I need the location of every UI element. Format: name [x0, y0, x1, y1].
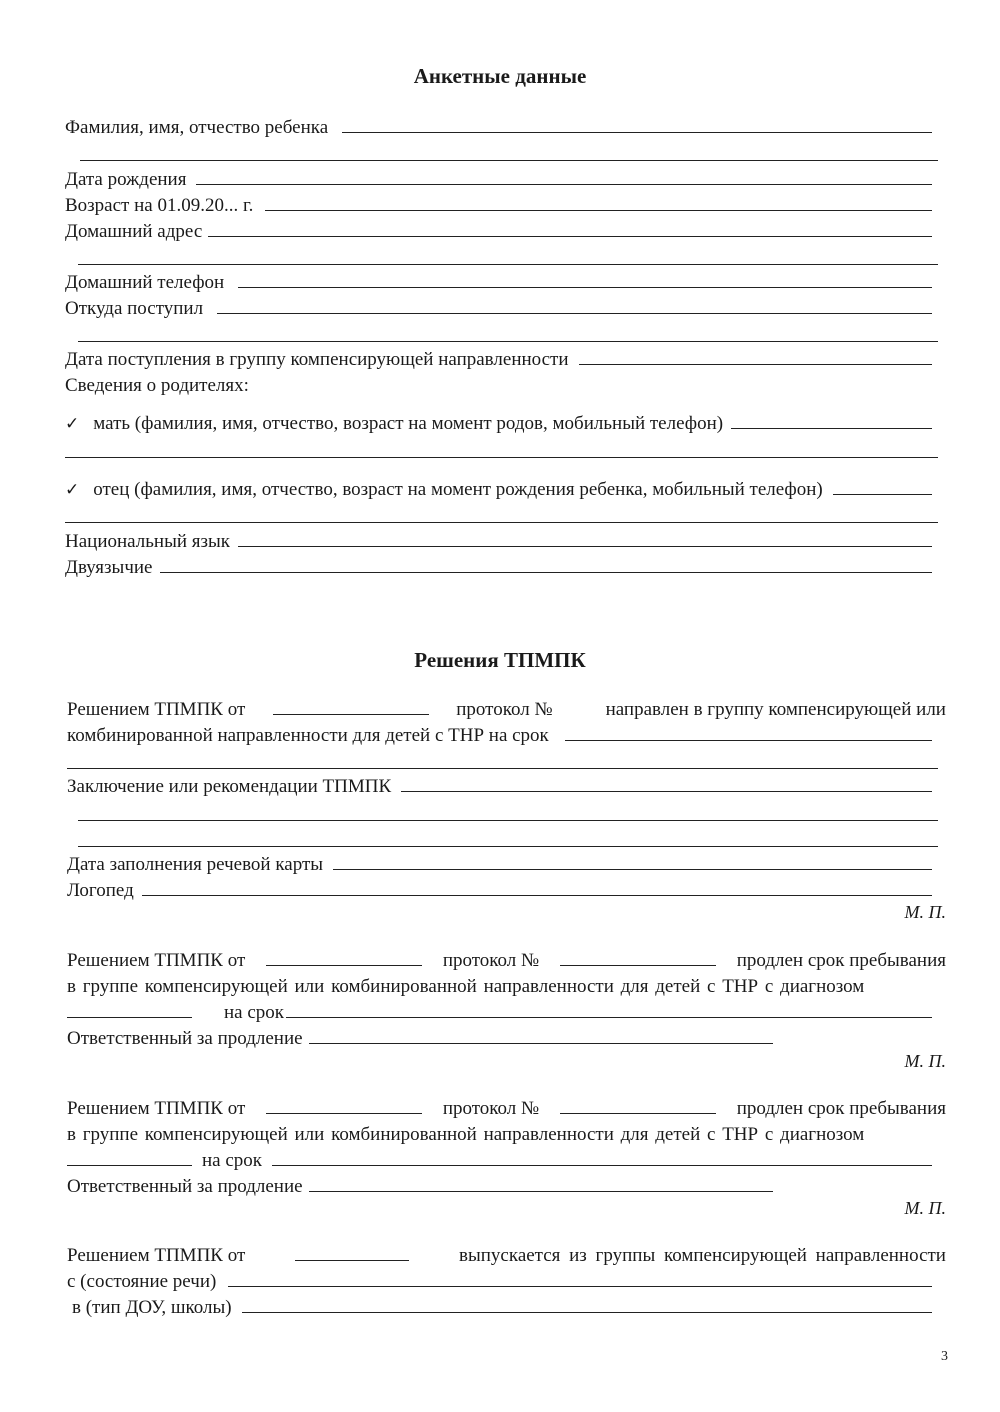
section-title-tpmpk-decisions: Решения ТПМПК	[414, 648, 586, 672]
input-line-decision-4-date[interactable]	[295, 1260, 409, 1261]
decision-2-line-1	[67, 951, 946, 970]
field-father	[65, 480, 938, 499]
input-line-card-fill-date[interactable]	[333, 869, 932, 870]
decision-2-line-4	[67, 1029, 779, 1048]
input-line-institution[interactable]	[242, 1312, 932, 1313]
input-line-speech-state[interactable]	[228, 1286, 932, 1287]
label-for-term: на срок	[224, 1002, 285, 1023]
input-line-home-phone[interactable]	[238, 287, 932, 288]
checkmark-icon: ✓	[65, 480, 80, 500]
input-line-decision-3-protocol[interactable]	[560, 1113, 716, 1114]
input-line-home-address[interactable]	[208, 236, 932, 237]
input-line-home-address-continued[interactable]	[78, 264, 938, 265]
input-line-speech-therapist[interactable]	[142, 895, 932, 896]
label-protocol-no: протокол №	[442, 950, 540, 971]
label-conclusion: Заключение или рекомендации ТПМПК	[67, 776, 392, 797]
input-line-decision-1-term[interactable]	[565, 740, 932, 741]
input-line-mother[interactable]	[731, 428, 932, 429]
input-line-conclusion[interactable]	[401, 791, 932, 792]
input-line-decision-3-diagnosis[interactable]	[67, 1165, 192, 1166]
input-line-conclusion-continued-1[interactable]	[78, 820, 938, 821]
field-home-phone	[65, 273, 938, 292]
label-speech-therapist: Логопед	[67, 880, 134, 901]
input-line-admission-date[interactable]	[579, 364, 932, 365]
label-admission-date: Дата поступления в группу компенсирующей направленности	[65, 349, 569, 370]
label-to-institution: в (тип ДОУ, школы)	[72, 1297, 232, 1318]
input-line-conclusion-continued-2[interactable]	[78, 846, 938, 847]
field-institution	[72, 1298, 938, 1317]
input-line-bilingualism[interactable]	[160, 572, 932, 573]
label-for-term: на срок	[202, 1150, 263, 1171]
input-line-father-continued[interactable]	[65, 522, 938, 523]
label-child-name: Фамилия, имя, отчество ребенка	[65, 117, 329, 138]
field-mother	[65, 414, 938, 433]
field-speech-therapist	[67, 881, 938, 900]
label-decision-from: Решением ТПМПК от	[67, 1098, 246, 1119]
field-national-language	[65, 532, 938, 551]
input-line-came-from-continued[interactable]	[78, 341, 938, 342]
label-bilingualism: Двуязычие	[65, 557, 153, 578]
decision-3-line-1	[67, 1099, 946, 1118]
stamp-place: М. П.	[904, 1198, 946, 1218]
label-birth-date: Дата рождения	[65, 169, 187, 190]
input-line-decision-3-responsible[interactable]	[309, 1191, 773, 1192]
field-admission-date	[65, 350, 938, 369]
page-number: 3	[941, 1349, 948, 1364]
input-line-decision-2-responsible[interactable]	[309, 1043, 773, 1044]
field-home-address	[65, 222, 938, 241]
label-responsible: Ответственный за продление	[67, 1028, 303, 1049]
field-bilingualism	[65, 558, 938, 577]
stamp-place: М. П.	[904, 1051, 946, 1071]
input-line-decision-2-date[interactable]	[266, 965, 422, 966]
label-with-speech-state: с (состояние речи)	[67, 1271, 217, 1292]
label-mother: мать (фамилия, имя, отчество, возраст на момент родов, мобильный телефон)	[93, 413, 724, 434]
label-protocol-no: протокол №	[456, 699, 553, 720]
decision-1-line-2	[67, 726, 938, 745]
decision-3-line-3	[67, 1151, 938, 1170]
label-decision-from: Решением ТПМПК от	[67, 1245, 246, 1266]
decision-1-line-1	[67, 700, 946, 719]
field-card-fill-date	[67, 855, 938, 874]
label-extended-stay: продлен срок пребывания	[736, 950, 946, 971]
input-line-decision-3-term[interactable]	[272, 1165, 932, 1166]
label-group-with-diagnosis: в группе компенсирующей или комбинированной направленности для детей с ТНР с диагнозом	[67, 1124, 865, 1145]
input-line-decision-2-term[interactable]	[286, 1017, 932, 1018]
field-conclusion	[67, 777, 938, 796]
input-line-decision-2-protocol[interactable]	[560, 965, 716, 966]
label-parents-info: Сведения о родителях:	[65, 375, 249, 396]
label-released: выпускается из группы компенсирующей направленности	[459, 1245, 946, 1266]
label-card-fill-date: Дата заполнения речевой карты	[67, 854, 324, 875]
label-group-for-term: комбинированной направленности для детей с ТНР на срок	[67, 725, 549, 746]
input-line-birth-date[interactable]	[196, 184, 932, 185]
field-birth-date	[65, 170, 938, 189]
section-title-personal-data: Анкетные данные	[413, 64, 587, 88]
input-line-national-language[interactable]	[238, 546, 932, 547]
label-national-language: Национальный язык	[65, 531, 230, 552]
input-line-mother-continued[interactable]	[65, 457, 938, 458]
input-line-child-name[interactable]	[342, 132, 932, 133]
decision-2-line-3	[67, 1003, 938, 1022]
label-protocol-no: протокол №	[442, 1098, 540, 1119]
label-home-phone: Домашний телефон	[65, 272, 225, 293]
label-responsible: Ответственный за продление	[67, 1176, 303, 1197]
input-line-came-from[interactable]	[217, 313, 932, 314]
input-line-father[interactable]	[833, 494, 932, 495]
decision-4-line-1	[67, 1246, 946, 1265]
decision-3-line-2	[67, 1125, 946, 1144]
input-line-decision-1-date[interactable]	[273, 714, 429, 715]
stamp-place: М. П.	[904, 902, 946, 922]
label-decision-from: Решением ТПМПК от	[67, 699, 246, 720]
field-child-name	[65, 118, 938, 137]
label-decision-from: Решением ТПМПК от	[67, 950, 246, 971]
label-sent-to-group: направлен в группу компенсирующей или	[605, 699, 946, 720]
label-father: отец (фамилия, имя, отчество, возраст на момент рождения ребенка, мобильный телефон)	[93, 479, 823, 500]
label-came-from: Откуда поступил	[65, 298, 204, 319]
field-speech-state	[67, 1272, 938, 1291]
input-line-decision-3-date[interactable]	[266, 1113, 422, 1114]
input-line-decision-2-diagnosis[interactable]	[67, 1017, 192, 1018]
label-home-address: Домашний адрес	[65, 221, 203, 242]
field-came-from	[65, 299, 938, 318]
label-group-with-diagnosis: в группе компенсирующей или комбинированной направленности для детей с ТНР с диагнозом	[67, 976, 865, 997]
input-line-age[interactable]	[265, 210, 932, 211]
decision-3-line-4	[67, 1177, 779, 1196]
label-age: Возраст на 01.09.20... г.	[65, 195, 254, 216]
decision-2-line-2	[67, 977, 946, 996]
label-extended-stay: продлен срок пребывания	[736, 1098, 946, 1119]
input-line-child-name-continued[interactable]	[80, 160, 938, 161]
input-line-decision-1-extra[interactable]	[67, 768, 938, 769]
field-age	[65, 196, 938, 215]
checkmark-icon: ✓	[65, 414, 80, 434]
